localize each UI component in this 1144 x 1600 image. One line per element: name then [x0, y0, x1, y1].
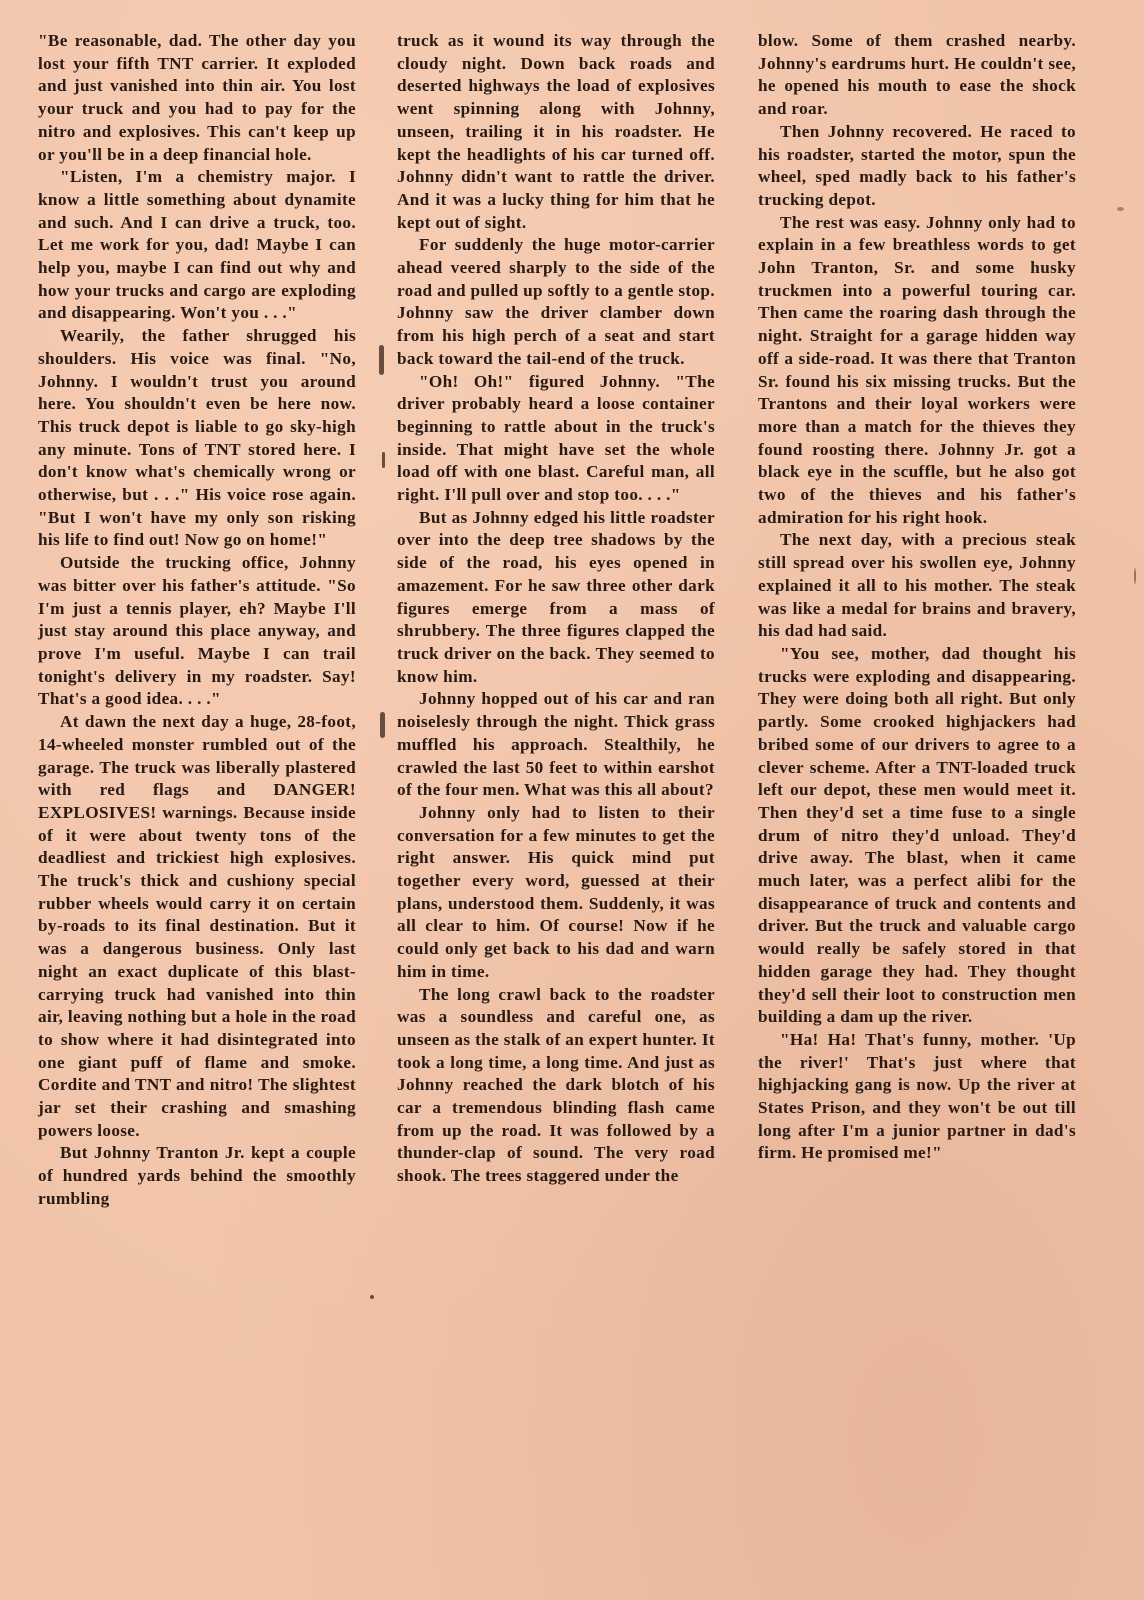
paragraph: "Ha! Ha! That's funny, mother. 'Up the river!' That's just where that highjacking gang is now. Up the river at States Prison, and they won't be out till long after I'm a junior partner in dad's firm. He promised me!"	[758, 1029, 1076, 1163]
print-speck	[1134, 568, 1136, 584]
paragraph: For suddenly the huge motor-carrier ahead veered sharply to the side of the road and pulled up softly to a gentle stop. Johnny saw the driver clamber down from his high perch of a seat and start back toward the tail-end of the truck.	[397, 235, 715, 368]
paragraph: truck as it wound its way through the cloudy night. Down back roads and deserted highways the load of explosives went spinning along with Johnny, unseen, trailing it in his roadster. He kept the headlights of his car turned off. Johnny didn't want to rattle the driver. And it was a lucky thing for him that he kept out of sight.	[397, 31, 715, 232]
print-speck	[370, 1295, 374, 1299]
paragraph: Wearily, the father shrugged his shoulders. His voice was final. "No, Johnny. I wouldn't trust you around here. You shouldn't even be here now. This truck depot is liable to go sky-high any minute. Tons of TNT stored here. I don't know what's chemically wrong or otherwise, but . . ." His voice rose again. "But I won't have my only son risking his life to find out! Now go on home!"	[38, 326, 356, 550]
paragraph: At dawn the next day a huge, 28-foot, 14-wheeled monster rumbled out of the garage. The truck was liberally plastered with red flags and DANGER! EXPLOSIVES! warnings. Because inside of it were about twenty tons of the deadliest and trickiest high explosives. The truck's thick and cushiony special rubber wheels would carry it on certain by-roads to its final destination. But it was a dangerous business. Only last night an exact duplicate of this blast-carrying truck had vanished into thin air, leaving nothing but a hole in the road to show where it had disintegrated into one giant puff of flame and smoke. Cordite and TNT and nitro! The slightest jar set their crashing and smashing powers loose.	[38, 712, 356, 1140]
paragraph: Johnny hopped out of his car and ran noiselesly through the night. Thick grass muffled his approach. Stealthily, he crawled the last 50 feet to within earshot of the four men. What was this all about?	[397, 689, 715, 800]
text-column-1	[38, 30, 356, 1211]
text-column-2	[397, 30, 715, 1188]
paragraph: blow. Some of them crashed nearby. Johnny's eardrums hurt. He couldn't see, he opened his mouth to ease the shock and roar.	[758, 31, 1076, 119]
paragraph: Then Johnny recovered. He raced to his roadster, started the motor, spun the wheel, sped madly back to his father's trucking depot.	[758, 121, 1076, 209]
print-speck	[380, 712, 385, 738]
paragraph: Johnny only had to listen to their conversation for a few minutes to get the right answer. His quick mind put together every word, guessed at their plans, understood them. Suddenly, it was all clear to him. Of course! Now if he could only get back to his dad and warn him in time.	[397, 802, 715, 981]
paragraph: "Listen, I'm a chemistry major. I know a little something about dynamite and such. And I can drive a truck, too. Let me work for you, dad! Maybe I can help you, maybe I can find out why and how your trucks and cargo are exploding and disappearing. Won't you . . ."	[38, 167, 356, 323]
print-speck	[379, 345, 384, 375]
paragraph: But as Johnny edged his little roadster over into the deep tree shadows by the side of the road, his eyes opened in amazement. For he saw three other dark figures emerge from a mass of shrubbery. The three figures clapped the truck driver on the back. They seemed to know him.	[397, 507, 715, 686]
paragraph: The next day, with a precious steak still spread over his swollen eye, Johnny explained it all to his mother. The steak was like a medal for brains and bravery, his dad had said.	[758, 530, 1076, 641]
paragraph: "Oh! Oh!" figured Johnny. "The driver probably heard a loose container beginning to rattle about in the truck's inside. That might have set the whole load off with one blast. Careful man, all right. I'll pull over and stop too. . . ."	[397, 371, 715, 505]
paragraph: Outside the trucking office, Johnny was bitter over his father's attitude. "So I'm just a tennis player, eh? Maybe I'll just stay around this place anyway, and prove I'm useful. Maybe I can trail tonight's delivery in my roadster. Say! That's a good idea. . . ."	[38, 553, 356, 709]
paragraph: "Be reasonable, dad. The other day you lost your fifth TNT carrier. It exploded and just vanished into thin air. You lost your truck and you had to pay for the nitro and explosives. This can't keep up or you'll be in a deep financial hole.	[38, 31, 356, 164]
print-speck	[1117, 207, 1124, 211]
paragraph: The rest was easy. Johnny only had to explain in a few breathless words to get John Tranton, Sr. and some husky truckmen into a powerful touring car. Then came the roaring dash through the night. Straight for a garage hidden way off a side-road. It was there that Tranton Sr. found his six missing trucks. But the Trantons and their loyal workers were more than a match for the thieves they found roosting there. Johnny Jr. got a black eye in the scuffle, but he also got two of the thieves and his father's admiration for his right hook.	[758, 212, 1076, 527]
print-speck	[382, 452, 385, 468]
text-column-3	[758, 30, 1076, 1165]
paragraph: "You see, mother, dad thought his trucks were exploding and disappearing. They were doing both all right. But only partly. Some crooked highjackers had bribed some of our drivers to agree to a clever scheme. After a TNT-loaded truck left our depot, these men would meet it. Then they'd set a time fuse to a single drum of nitro they'd unload. They'd drive away. The blast, when it came much later, was a perfect alibi for the disappearance of truck and contents and driver. But the truck and valuable cargo would really be safely stored in that hidden garage they had. They thought they'd sell their loot to construction men building a dam up the river.	[758, 643, 1076, 1027]
paragraph: The long crawl back to the roadster was a soundless and careful one, as unseen as the stalk of an expert hunter. It took a long time, a long time. And just as Johnny reached the dark blotch of his car a tremendous blinding flash came from up the road. It was followed by a thunder-clap of sound. The very road shook. The trees staggered under the	[397, 984, 715, 1186]
paragraph: But Johnny Tranton Jr. kept a couple of hundred yards behind the smoothly rumbling	[38, 1143, 356, 1208]
